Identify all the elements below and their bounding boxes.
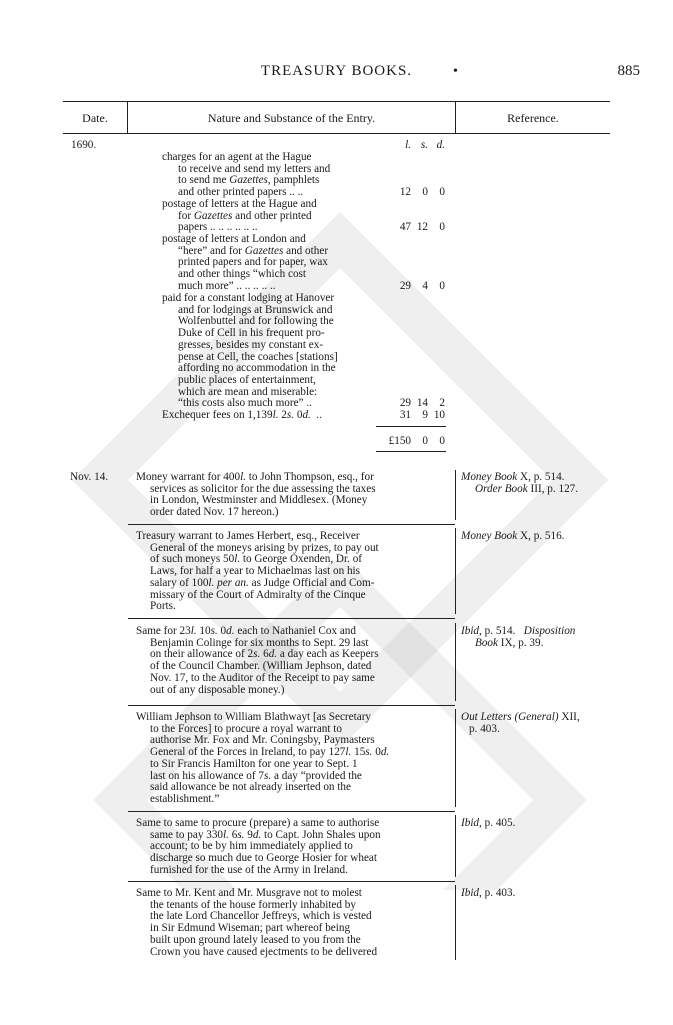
text-line: Treasury warrant to James Herbert, esq., Receiver <box>136 530 360 542</box>
amount-pence: 0 <box>439 186 445 198</box>
text-line: said allowance be not already inserted on the <box>150 781 351 794</box>
text-line: Laws, for half a year to Michaelmas last on his <box>150 565 361 578</box>
text-line: account; to be by him immediately applied to <box>150 840 353 853</box>
entry-reference <box>461 626 661 649</box>
text-line: Crown you have caused ejectments to be delivered <box>150 945 378 958</box>
entry-reference <box>461 888 661 900</box>
entry-divider <box>455 623 456 701</box>
item-line: papers .. .. .. .. .. .. <box>178 221 258 234</box>
shillings-head: s. <box>420 139 428 151</box>
text-line: Ports. <box>150 600 176 613</box>
entry-text <box>136 531 454 613</box>
entry-text <box>136 888 454 958</box>
text-line: discharge so much due to George Hosier for wheat <box>150 852 377 865</box>
amount-shillings: 4 <box>422 280 428 292</box>
reference-line: Ibid, p. 405. <box>461 817 516 829</box>
text-line: the tenants of the house formerly inhabited by <box>150 898 356 911</box>
amount-shillings: 9 <box>422 409 428 421</box>
reference-line: Ibid, p. 514. Disposition <box>461 625 576 637</box>
item-line: Exchequer fees on 1,139l. 2s. 0d. .. <box>162 409 323 421</box>
text-line: General of the moneys arising by prizes, to pay out <box>150 541 379 554</box>
item-line: public places of entertainment, <box>178 373 316 386</box>
amount-pence: 10 <box>433 409 445 421</box>
text-line: in London, Westminster and Middlesex. (Money <box>150 494 368 507</box>
account-item <box>162 234 392 293</box>
account-item <box>162 410 392 422</box>
amount-pounds: 29 <box>399 397 411 409</box>
column-header-nature: Nature and Substance of the Entry. <box>207 111 376 125</box>
reference-line: Ibid, p. 403. <box>461 887 516 899</box>
table-header-rule <box>63 133 610 134</box>
text-line: in Sir Edmund Wiseman; part whereof being <box>150 922 351 935</box>
text-line: built upon ground lately leased to you from the <box>150 933 361 946</box>
reference-line: Money Book X, p. 516. <box>461 530 565 542</box>
item-line: “this costs also much more” .. <box>178 397 312 410</box>
entry-divider <box>455 815 456 877</box>
item-line: and other printed papers .. .. <box>178 186 304 199</box>
text-line: Benjamin Colinge for six months to Sept. 29 last <box>150 636 369 649</box>
item-line: affording no accommodation in the <box>178 362 336 375</box>
amount-pence: 0 <box>439 221 445 233</box>
reference-line: Book IX, p. 39. <box>475 636 544 649</box>
reference-line: Money Book X, p. 514. <box>461 471 565 483</box>
column-header-reference: Reference. <box>507 111 559 125</box>
text-line: to Sir Francis Hamilton for one year to Sept. 1 <box>150 757 358 770</box>
text-line: Same to Mr. Kent and Mr. Musgrave not to molest <box>136 887 362 899</box>
account-item <box>162 152 392 199</box>
entry-text <box>136 712 454 806</box>
item-line: charges for an agent at the Hague <box>162 151 312 163</box>
entry-divider <box>455 528 456 614</box>
item-line: to send me Gazettes, pamphlets <box>178 174 320 187</box>
text-line: out of any disposable money.) <box>150 683 285 696</box>
total-shillings: 0 <box>422 435 428 447</box>
entry-separator <box>128 618 455 619</box>
item-line: postage of letters at London and <box>162 233 306 245</box>
item-line: much more” .. .. .. .. .. <box>178 279 276 292</box>
text-line: of the Council Chamber. (William Jephson, dated <box>150 660 372 673</box>
account-item <box>162 293 392 410</box>
text-line: missary of the Court of Admiralty of the Cinque <box>150 588 366 601</box>
amount-pounds: 12 <box>399 186 411 198</box>
text-line: authorise Mr. Fox and Mr. Coningsby, Paymasters <box>150 734 375 747</box>
item-line: for Gazettes and other printed <box>178 209 312 222</box>
account-item <box>162 199 392 234</box>
reference-line: Order Book III, p. 127. <box>475 482 579 495</box>
item-line: gresses, besides my constant ex- <box>178 338 324 351</box>
text-line: services as solicitor for the due assessing the taxes <box>150 482 376 495</box>
entry-text <box>136 472 454 519</box>
item-line: “here” and for Gazettes and other <box>178 244 329 257</box>
amount-shillings: 12 <box>416 221 428 233</box>
entry-reference <box>461 472 661 495</box>
pounds-head: l. <box>405 139 411 151</box>
amount-shillings: 0 <box>422 186 428 198</box>
sum-rule <box>376 426 446 427</box>
entry-separator <box>128 705 455 706</box>
text-line: order dated Nov. 17 hereon.) <box>150 506 279 519</box>
amount-pence: 0 <box>439 280 445 292</box>
item-line: and for lodgings at Brunswick and <box>178 303 333 316</box>
entry-reference <box>461 818 661 830</box>
total-pounds: £150 <box>388 435 411 447</box>
item-line: and other things “which cost <box>178 268 307 281</box>
reference-line: Out Letters (General) XII, <box>461 711 580 723</box>
entry-divider <box>455 470 456 520</box>
item-line: which are mean and miserable: <box>178 385 318 398</box>
amount-shillings: 14 <box>416 397 428 409</box>
entry-date: 1690. <box>71 139 97 151</box>
entry-divider <box>455 885 456 960</box>
amount-pounds: 29 <box>399 280 411 292</box>
text-line: William Jephson to William Blathwayt [as Secretary <box>136 711 372 723</box>
text-line: Nov. 17, to the Auditor of the Receipt to pay same <box>150 671 375 684</box>
entry-reference <box>461 712 661 735</box>
entry-reference <box>461 531 661 543</box>
entry-divider <box>455 709 456 807</box>
item-line: Wolfenbuttel and for following the <box>178 315 334 328</box>
item-line: pense at Cell, the coaches [stations] <box>178 350 338 363</box>
item-line: Duke of Cell in his frequent pro- <box>178 327 325 340</box>
header-dot: • <box>453 64 458 79</box>
item-line: postage of letters at the Hague and <box>162 198 317 210</box>
text-line: to the Forces] to procure a royal warrant to <box>150 722 342 735</box>
running-title: TREASURY BOOKS. <box>260 63 413 79</box>
page-number: 885 <box>617 63 640 79</box>
text-line: furnished for the use of the Army in Ireland. <box>150 863 348 876</box>
entry-separator <box>128 524 455 525</box>
pence-head: d. <box>436 139 445 151</box>
text-line: same to pay 330l. 6s. 9d. to Capt. John Shales upon <box>150 828 381 841</box>
entry-separator <box>128 811 455 812</box>
text-line: Money warrant for 400l. to John Thompson, esq., for <box>136 471 374 483</box>
text-line: the late Lord Chancellor Jeffreys, which is vested <box>150 910 372 923</box>
text-line: Same for 23l. 10s. 0d. each to Nathaniel Cox and <box>136 625 356 637</box>
item-line: printed papers and for paper, wax <box>178 256 328 269</box>
reference-line: p. 403. <box>469 722 500 735</box>
item-line: paid for a constant lodging at Hanover <box>162 292 335 304</box>
amount-pounds: 47 <box>399 221 411 233</box>
item-line: to receive and send my letters and <box>178 162 331 175</box>
text-line: on their allowance of 2s. 6d. a day each as Keepers <box>150 648 379 661</box>
amount-pence: 2 <box>439 397 445 409</box>
text-line: establishment.” <box>150 792 220 805</box>
column-header-date: Date. <box>82 111 108 125</box>
entry-date: Nov. 14. <box>70 471 109 483</box>
table-top-rule <box>63 101 610 102</box>
entry-text <box>136 818 454 877</box>
text-line: General of the Forces in Ireland, to pay 127l. 15s. 0d. <box>150 746 390 759</box>
amount-pounds: 31 <box>399 409 411 421</box>
text-line: of such moneys 50l. to George Oxenden, Dr. of <box>150 553 363 566</box>
entry-text <box>136 626 454 696</box>
total-pence: 0 <box>439 435 445 447</box>
text-line: Same to same to procure (prepare) a same to authorise <box>136 817 380 829</box>
text-line: last on his allowance of 7s. a day “provided the <box>150 769 362 782</box>
text-line: salary of 100l. per an. as Judge Official and Com- <box>150 576 375 589</box>
total-rule <box>376 451 446 452</box>
entry-separator <box>128 881 455 882</box>
